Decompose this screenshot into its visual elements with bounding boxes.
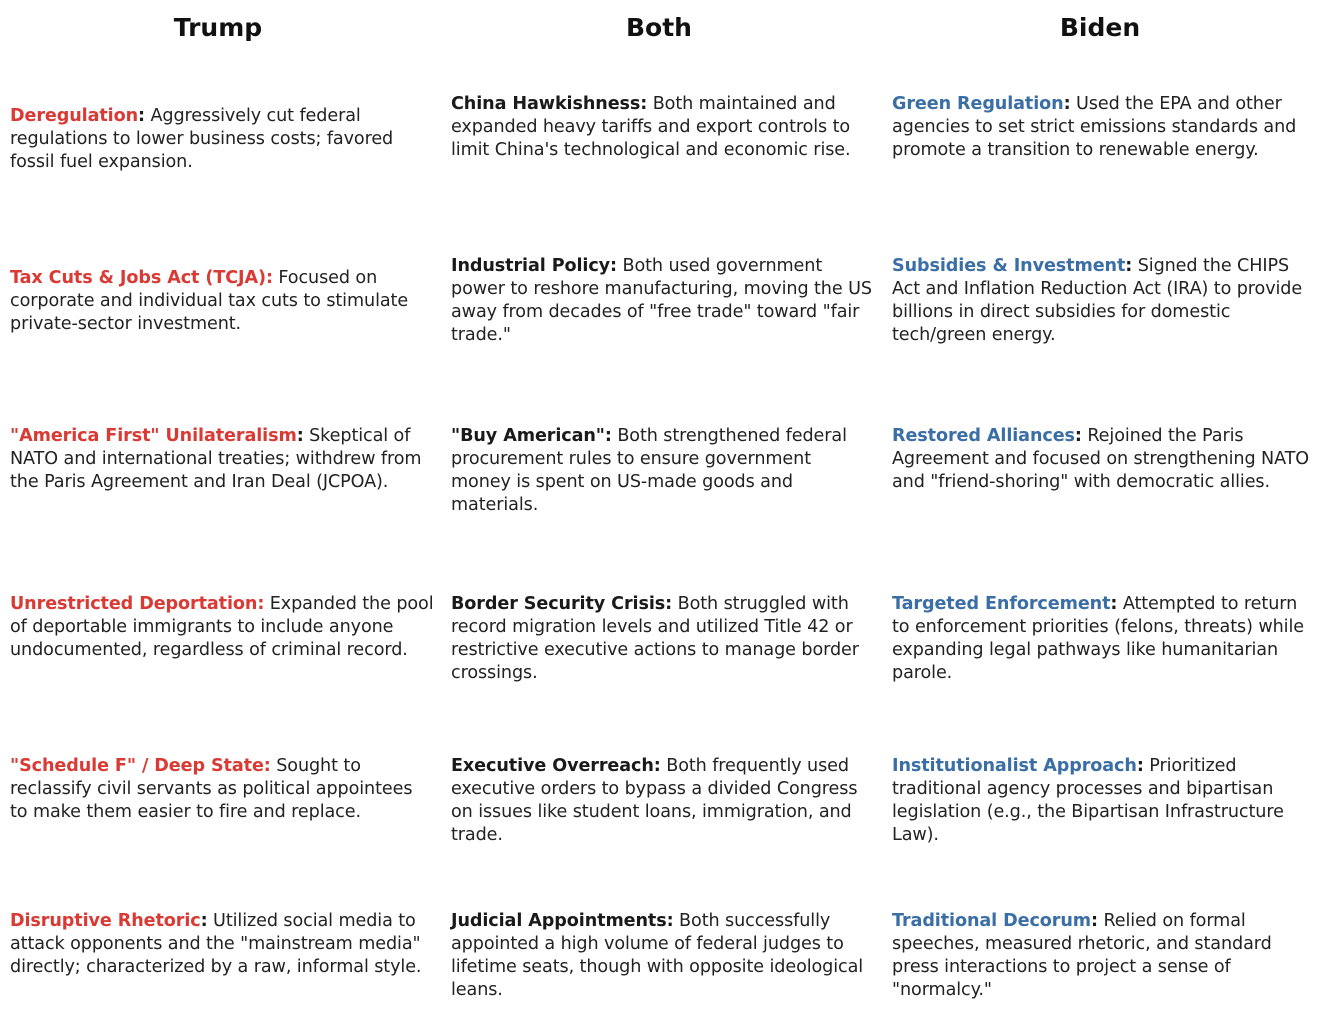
biden-item-subsidies: [892, 255, 1320, 347]
item-term: Subsidies & Investment: [892, 256, 1126, 276]
trump-item-rhetoric: [10, 910, 434, 979]
both-item-executive: [451, 755, 875, 847]
item-text: Attempted to return to enforcement priorities (felons, threats) while expanding legal pathways like humanitarian parole.: [892, 594, 1304, 683]
item-text: Focused on corporate and individual tax cuts to stimulate private-sector investment.: [10, 268, 409, 334]
item-separator: :: [1125, 256, 1133, 276]
item-term: Restored Alliances: [892, 426, 1075, 446]
item-term: Traditional Decorum: [892, 911, 1092, 931]
item-term: Tax Cuts & Jobs Act (TCJA):: [10, 268, 273, 288]
item-separator: :: [296, 426, 304, 446]
item-text: Both struggled with record migration levels and utilized Title 42 or restrictive executive actions to manage border crossings.: [451, 594, 859, 683]
item-term: "Schedule F" / Deep State:: [10, 756, 271, 776]
both-item-judicial: [451, 910, 875, 1002]
item-term: "Buy American":: [451, 426, 612, 446]
item-separator: :: [138, 106, 145, 126]
item-term: China Hawkishness:: [451, 94, 648, 114]
item-text: Relied on formal speeches, measured rhetoric, and standard press interactions to project a sense of "normalcy.": [892, 911, 1272, 1000]
item-text: Both used government power to reshore manufacturing, moving the US away from decades of "free trade" toward "fair trade.": [451, 256, 872, 345]
trump-item-deregulation: [10, 105, 434, 174]
trump-item-schedule-f: [10, 755, 434, 824]
item-term: Targeted Enforcement: [892, 594, 1111, 614]
item-separator: :: [1063, 94, 1071, 114]
item-term: Executive Overreach:: [451, 756, 661, 776]
biden-item-institutionalist: [892, 755, 1320, 847]
biden-item-decorum: [892, 910, 1320, 1002]
both-item-china: [451, 93, 875, 162]
item-separator: :: [1110, 594, 1118, 614]
item-term: Judicial Appointments:: [451, 911, 674, 931]
item-text: Aggressively cut federal regulations to lower business costs; favored fossil fuel expansion.: [10, 106, 394, 172]
item-text: Utilized social media to attack opponents and the "mainstream media" directly; characterized by a raw, informal style.: [10, 911, 422, 977]
item-term: Border Security Crisis:: [451, 594, 673, 614]
both-item-buy-american: [451, 425, 875, 517]
item-text: Both successfully appointed a high volume of federal judges to lifetime seats, though with opposite ideological leans.: [451, 911, 864, 1000]
both-item-industrial-policy: [451, 255, 875, 347]
trump-item-deportation: [10, 593, 434, 662]
item-text: Signed the CHIPS Act and Inflation Reduction Act (IRA) to provide billions in direct subsidies for domestic tech/green energy.: [892, 256, 1303, 345]
column-header-both: Both: [626, 13, 692, 42]
item-term: Green Regulation: [892, 94, 1064, 114]
item-separator: :: [200, 911, 208, 931]
column-header-trump: Trump: [173, 13, 263, 42]
biden-item-alliances: [892, 425, 1320, 494]
item-term: Deregulation: [10, 106, 139, 126]
column-header-biden: Biden: [1059, 13, 1141, 42]
item-term: Disruptive Rhetoric: [10, 911, 201, 931]
biden-item-green-regulation: [892, 93, 1320, 162]
item-text: Both maintained and expanded heavy tariffs and export controls to limit China's technological and economic rise.: [451, 94, 851, 160]
item-text: Both frequently used executive orders to bypass a divided Congress on issues like student loans, immigration, and trade.: [451, 756, 858, 845]
item-text: Rejoined the Paris Agreement and focused on strengthening NATO and "friend-shoring" with democratic allies.: [892, 426, 1310, 492]
both-item-border: [451, 593, 875, 685]
item-text: Expanded the pool of deportable immigrants to include anyone undocumented, regardless of criminal record.: [10, 594, 434, 660]
item-text: Skeptical of NATO and international treaties; withdrew from the Paris Agreement and Iran Deal (JCPOA).: [10, 426, 422, 492]
item-separator: :: [1074, 426, 1082, 446]
item-separator: :: [1091, 911, 1098, 931]
item-text: Sought to reclassify civil servants as political appointees to make them easier to fire and replace.: [10, 756, 413, 822]
item-term: "America First" Unilateralism: [10, 426, 297, 446]
item-term: Unrestricted Deportation:: [10, 594, 265, 614]
item-term: Institutionalist Approach: [892, 756, 1137, 776]
item-term: Industrial Policy:: [451, 256, 617, 276]
trump-item-america-first: [10, 425, 434, 494]
item-text: Used the EPA and other agencies to set strict emissions standards and promote a transition to renewable energy.: [892, 94, 1297, 160]
item-text: Prioritized traditional agency processes and bipartisan legislation (e.g., the Bipartisan Infrastructure Law).: [892, 756, 1284, 845]
item-separator: :: [1136, 756, 1144, 776]
biden-item-enforcement: [892, 593, 1320, 685]
trump-item-tax-cuts: [10, 267, 434, 336]
item-text: Both strengthened federal procurement rules to ensure government money is spent on US-made goods and materials.: [451, 426, 847, 515]
